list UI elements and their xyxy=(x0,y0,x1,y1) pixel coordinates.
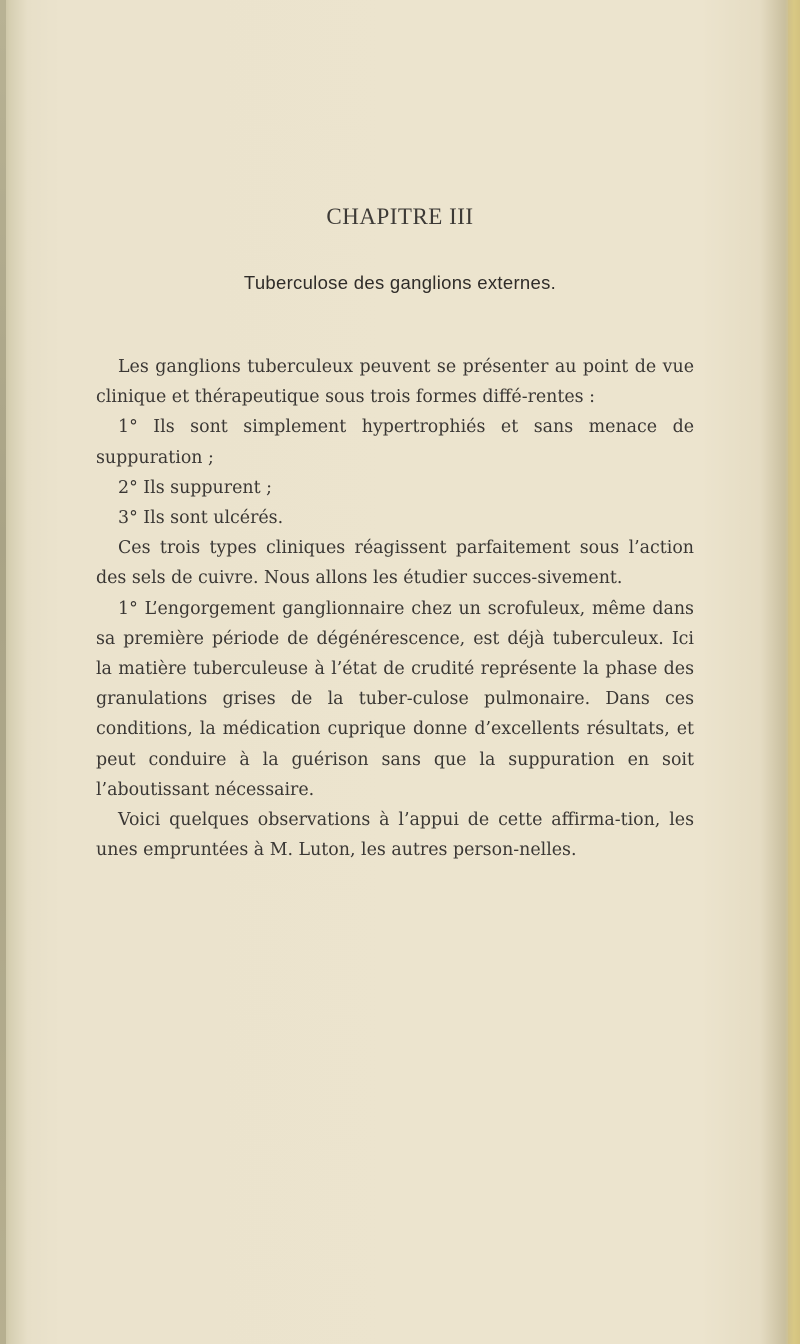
paragraph: Voici quelques observations à l’appui de cette affirma-tion, les unes empruntées à M. Luton, les autres person-nelles. xyxy=(96,810,694,861)
paragraph: 2° Ils suppurent ; xyxy=(118,477,272,498)
page-binding-edge xyxy=(0,0,6,1344)
page-right-edge xyxy=(788,0,800,1344)
body-text xyxy=(96,352,694,865)
paragraph: Les ganglions tuberculeux peuvent se présenter au point de vue clinique et thérapeutique sous trois formes diffé-rentes : xyxy=(96,357,694,408)
paragraph: 1° Ils sont simplement hypertrophiés et sans menace de suppuration ; xyxy=(96,417,694,468)
paragraph: Ces trois types cliniques réagissent parfaitement sous l’action des sels de cuivre. Nous allons les étudier succes-sivement. xyxy=(96,538,694,589)
chapter-title: CHAPITRE III xyxy=(326,204,474,229)
paragraph: 1° L’engorgement ganglionnaire chez un scrofuleux, même dans sa première période de dégénérescence, est déjà tuberculeux. Ici la matière tuberculeuse à l’état de crudité représente la phase des granulations grises de la tuber-culose pulmonaire. Dans ces conditions, la médication cuprique donne d’excellents résultats, et peut conduire à la guérison sans que la suppuration en soit l’aboutissant nécessaire. xyxy=(96,598,694,800)
section-title: Tuberculose des ganglions externes. xyxy=(243,272,557,293)
paragraph: 3° Ils sont ulcérés. xyxy=(118,508,284,529)
